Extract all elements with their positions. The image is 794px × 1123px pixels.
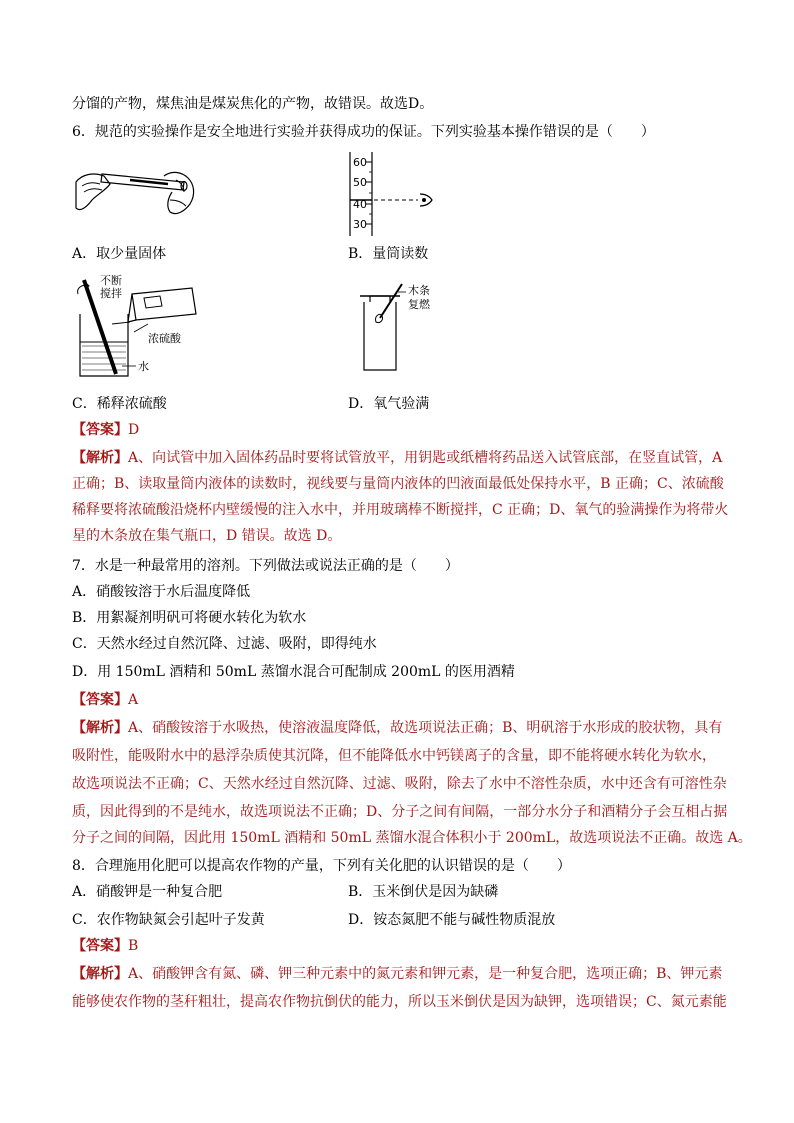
figure-cylinder-reading [340,150,440,238]
explanation-7-line-4: 质，因此得到的不是纯水，故选项说法不正确；D、分子之间有间隔，一部分水分子和酒精分子会互相占据 [72,804,728,820]
explanation-6-line-4: 星的木条放在集气瓶口，D 错误。故选 D。 [72,528,342,544]
option-7d: D．用 150mL 酒精和 50mL 蒸馏水混合可配制成 200mL 的医用酒精 [72,664,515,680]
option-7c: C．天然水经过自然沉降、过滤、吸附，即得纯水 [72,636,377,652]
explanation-7-line-3: 故选项说法不正确；C、天然水经过自然沉降、过滤、吸附，除去了水中不溶性杂质，水中还含有可溶性杂 [72,776,727,792]
tick-60: 60 [353,156,367,169]
caption-b: B．量筒读数 [348,246,429,262]
explanation-7-line-1: 【解析】A、硝酸铵溶于水吸热，使溶液温度降低，故选项说法正确；B、明矾溶于水形成的胶状物，具有 [72,720,723,736]
option-7b: B．用絮凝剂明矾可将硬水转化为软水 [72,610,307,626]
figure-dilute-acid [72,272,202,382]
tick-30: 30 [353,218,367,231]
question-8: 8．合理施用化肥可以提高农作物的产量，下列有关化肥的认识错误的是（ ） [72,858,571,874]
option-7a: A．硝酸铵溶于水后温度降低 [72,584,251,600]
caption-a: A．取少量固体 [72,246,167,262]
question-7: 7．水是一种最常用的溶剂。下列做法或说法正确的是（ ） [72,558,459,574]
label-stir-1: 不断 [100,274,122,287]
tick-40: 40 [353,198,367,211]
caption-c: C．稀释浓硫酸 [72,396,167,412]
option-8a: A．硝酸钾是一种复合肥 [72,884,223,900]
explanation-8-line-2: 能够使农作物的茎秆粗壮，提高农作物抗倒伏的能力，所以玉米倒伏是因为缺钾，选项错误；C、氮元素能 [72,994,727,1010]
label-stick-2: 复燃 [408,298,430,311]
option-8c: C．农作物缺氮会引起叶子发黄 [72,912,265,928]
caption-d: D．氧气验满 [348,396,430,412]
option-8b: B．玉米倒伏是因为缺磷 [348,884,499,900]
question-6: 6．规范的实验操作是安全地进行实验并获得成功的保证。下列实验基本操作错误的是（ ） [72,124,655,140]
label-stir-2: 搅拌 [100,287,122,300]
explanation-7-line-2: 吸附性，能吸附水中的悬浮杂质使其沉降，但不能降低水中钙镁离子的含量，即不能将硬水转化为软水， [72,748,716,764]
answer-8: 【答案】B [72,938,139,954]
answer-7: 【答案】A [72,692,139,708]
explanation-7-line-5: 分子之间的间隔，因此用 150mL 酒精和 50mL 蒸馏水混合体积小于 200mL，故选项说法不正确。故选 A。 [72,830,752,846]
explanation-8-line-1: 【解析】A、硝酸钾含有氮、磷、钾三种元素中的氮元素和钾元素，是一种复合肥，选项正确；B、钾元素 [72,966,723,982]
explanation-6-line-3: 稀释要将浓硫酸沿烧杯内壁缓慢的注入水中，并用玻璃棒不断搅拌，C 正确；D、氧气的验满操作为将带火 [72,502,729,518]
tick-50: 50 [353,176,367,189]
text-line: 分馏的产物，煤焦油是煤炭焦化的产物，故错误。故选D。 [72,96,434,112]
answer-6: 【答案】D [72,422,140,438]
label-acid: 浓硫酸 [148,332,181,345]
option-8d: D．铵态氮肥不能与碱性物质混放 [348,912,556,928]
label-water: 水 [138,360,149,373]
figure-oxygen-check [350,282,450,376]
explanation-6-line-2: 正确；B、读取量筒内液体的读数时，视线要与量筒内液体的凹液面最低处保持水平，B 正确；C、浓硫酸 [72,476,724,492]
label-stick-1: 木条 [408,284,430,297]
figure-take-solid [72,160,202,230]
explanation-6-line-1: 【解析】A、向试管中加入固体药品时要将试管放平，用钥匙或纸槽将药品送入试管底部，在竖直试管，A [72,450,723,466]
